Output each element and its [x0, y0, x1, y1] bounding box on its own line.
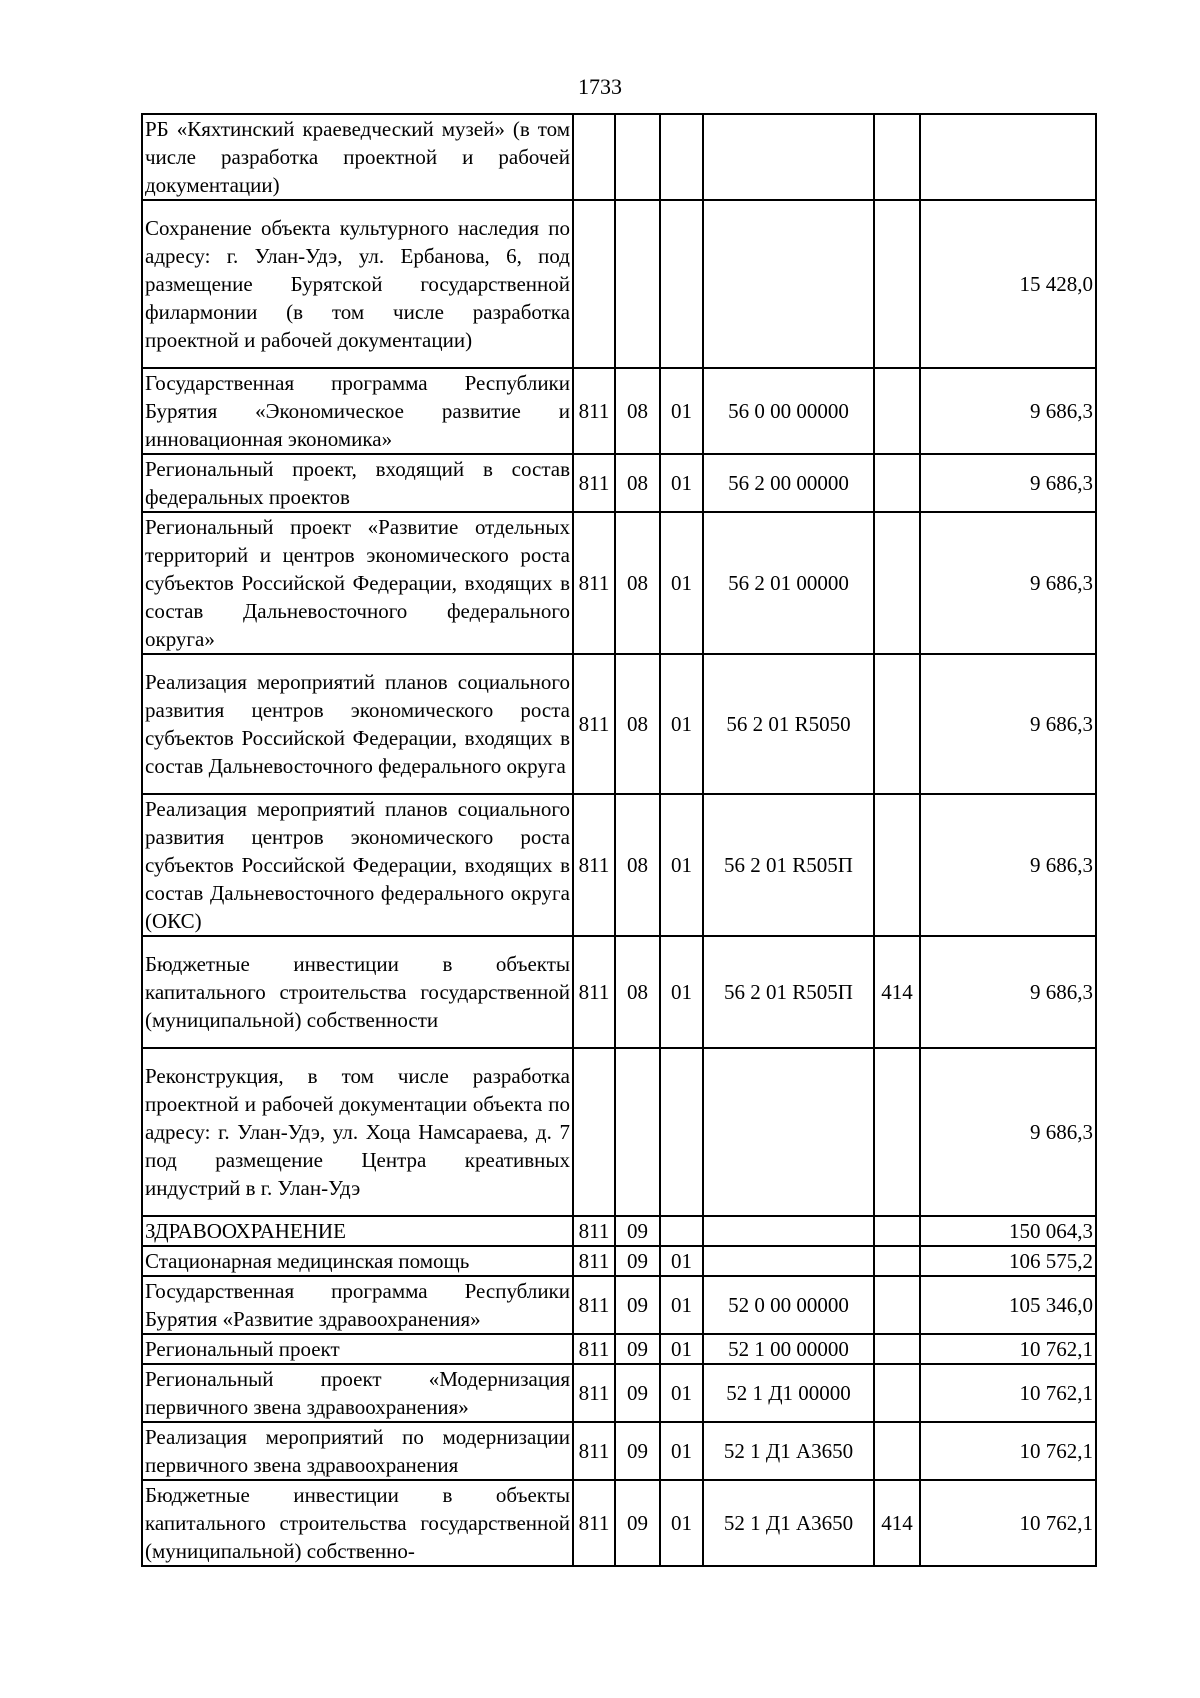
row-pr-cell: 01 [660, 936, 703, 1048]
row-ved-cell [573, 114, 615, 200]
row-ved-cell: 811 [573, 368, 615, 454]
row-csr-cell [703, 1216, 874, 1246]
table-row [142, 114, 1096, 200]
row-sum-cell: 10 762,1 [920, 1364, 1096, 1422]
row-ved-cell [573, 1048, 615, 1216]
row-ved-cell: 811 [573, 1364, 615, 1422]
row-pr-cell: 01 [660, 1480, 703, 1566]
row-ved-cell: 811 [573, 794, 615, 936]
row-rz-cell [615, 200, 660, 368]
row-csr-cell: 56 2 01 00000 [703, 512, 874, 654]
row-vr-cell [874, 368, 920, 454]
row-ved-cell: 811 [573, 1334, 615, 1364]
row-csr-cell [703, 1048, 874, 1216]
row-rz-cell: 08 [615, 512, 660, 654]
row-name-cell: РБ «Кяхтинский краеведческий музей» (в том числе разработка проектной и рабочей документации) [142, 114, 573, 200]
row-csr-cell: 52 1 Д1 А3650 [703, 1480, 874, 1566]
row-rz-cell: 08 [615, 368, 660, 454]
row-pr-cell: 01 [660, 512, 703, 654]
row-name-cell: Реализация мероприятий планов социального развития центров экономического роста субъектов Российской Федерации, входящих в состав Дальневосточного федерального округа (ОКС) [142, 794, 573, 936]
row-vr-cell [874, 454, 920, 512]
row-sum-cell: 10 762,1 [920, 1422, 1096, 1480]
row-rz-cell: 09 [615, 1422, 660, 1480]
row-vr-cell [874, 1334, 920, 1364]
row-vr-cell [874, 200, 920, 368]
row-vr-cell [874, 1276, 920, 1334]
row-rz-cell: 08 [615, 936, 660, 1048]
budget-table [141, 113, 1097, 1567]
row-rz-cell [615, 1048, 660, 1216]
row-vr-cell: 414 [874, 1480, 920, 1566]
row-vr-cell [874, 1364, 920, 1422]
row-ved-cell: 811 [573, 512, 615, 654]
row-csr-cell [703, 1246, 874, 1276]
table-row [142, 1216, 1096, 1246]
row-ved-cell [573, 200, 615, 368]
row-rz-cell: 08 [615, 454, 660, 512]
table-row [142, 1246, 1096, 1276]
row-ved-cell: 811 [573, 454, 615, 512]
row-name-cell: Государственная программа Республики Бурятия «Экономическое развитие и инновационная экономика» [142, 368, 573, 454]
row-csr-cell: 52 1 00 00000 [703, 1334, 874, 1364]
row-ved-cell: 811 [573, 1276, 615, 1334]
row-rz-cell: 09 [615, 1246, 660, 1276]
row-vr-cell [874, 1422, 920, 1480]
row-rz-cell: 09 [615, 1216, 660, 1246]
row-csr-cell: 56 2 01 R505П [703, 936, 874, 1048]
row-name-cell: Стационарная медицинская помощь [142, 1246, 573, 1276]
table-row [142, 654, 1096, 794]
row-sum-cell: 9 686,3 [920, 936, 1096, 1048]
row-pr-cell: 01 [660, 1422, 703, 1480]
row-vr-cell [874, 512, 920, 654]
row-vr-cell [874, 1216, 920, 1246]
row-pr-cell: 01 [660, 794, 703, 936]
row-pr-cell [660, 114, 703, 200]
table-row [142, 794, 1096, 936]
row-pr-cell: 01 [660, 654, 703, 794]
row-rz-cell: 09 [615, 1364, 660, 1422]
table-row [142, 1364, 1096, 1422]
row-name-cell: Реализация мероприятий по модернизации первичного звена здравоохранения [142, 1422, 573, 1480]
row-pr-cell: 01 [660, 1334, 703, 1364]
row-sum-cell: 105 346,0 [920, 1276, 1096, 1334]
table-row [142, 1276, 1096, 1334]
row-csr-cell: 56 2 01 R5050 [703, 654, 874, 794]
row-pr-cell [660, 200, 703, 368]
row-vr-cell [874, 1048, 920, 1216]
table-row [142, 368, 1096, 454]
row-name-cell: Государственная программа Республики Бурятия «Развитие здравоохранения» [142, 1276, 573, 1334]
row-csr-cell: 56 2 00 00000 [703, 454, 874, 512]
row-csr-cell [703, 200, 874, 368]
row-ved-cell: 811 [573, 1246, 615, 1276]
row-ved-cell: 811 [573, 1216, 615, 1246]
row-vr-cell [874, 114, 920, 200]
row-name-cell: Реализация мероприятий планов социального развития центров экономического роста субъектов Российской Федерации, входящих в состав Дальневосточного федерального округа [142, 654, 573, 794]
row-pr-cell: 01 [660, 1364, 703, 1422]
table-row [142, 1334, 1096, 1364]
row-pr-cell: 01 [660, 1246, 703, 1276]
row-csr-cell [703, 114, 874, 200]
row-sum-cell: 9 686,3 [920, 454, 1096, 512]
row-vr-cell: 414 [874, 936, 920, 1048]
row-vr-cell [874, 1246, 920, 1276]
table-row [142, 454, 1096, 512]
row-pr-cell [660, 1048, 703, 1216]
row-sum-cell: 10 762,1 [920, 1334, 1096, 1364]
row-name-cell: Региональный проект «Модернизация первичного звена здравоохранения» [142, 1364, 573, 1422]
row-rz-cell: 08 [615, 654, 660, 794]
row-ved-cell: 811 [573, 1480, 615, 1566]
row-name-cell: Бюджетные инвестиции в объекты капитального строительства государственной (муниципальной) собственно- [142, 1480, 573, 1566]
row-sum-cell: 15 428,0 [920, 200, 1096, 368]
row-rz-cell [615, 114, 660, 200]
row-ved-cell: 811 [573, 936, 615, 1048]
row-name-cell: Бюджетные инвестиции в объекты капитального строительства государственной (муниципальной) собственности [142, 936, 573, 1048]
row-csr-cell: 52 1 Д1 А3650 [703, 1422, 874, 1480]
row-name-cell: Реконструкция, в том числе разработка проектной и рабочей документации объекта по адресу: г. Улан-Удэ, ул. Хоца Намсараева, д. 7 под размещение Центра креативных индустрий в г. Улан-Удэ [142, 1048, 573, 1216]
row-name-cell: Сохранение объекта культурного наследия по адресу: г. Улан-Удэ, ул. Ербанова, 6, под размещение Бурятской государственной филармонии (в том числе разработка проектной и рабочей документации) [142, 200, 573, 368]
row-name-cell: Региональный проект [142, 1334, 573, 1364]
row-pr-cell: 01 [660, 1276, 703, 1334]
row-name-cell: Региональный проект, входящий в состав федеральных проектов [142, 454, 573, 512]
row-rz-cell: 09 [615, 1480, 660, 1566]
table-row [142, 1422, 1096, 1480]
row-sum-cell: 106 575,2 [920, 1246, 1096, 1276]
row-rz-cell: 09 [615, 1334, 660, 1364]
row-sum-cell: 9 686,3 [920, 794, 1096, 936]
row-csr-cell: 56 2 01 R505П [703, 794, 874, 936]
row-pr-cell: 01 [660, 454, 703, 512]
row-sum-cell: 9 686,3 [920, 1048, 1096, 1216]
table-row [142, 512, 1096, 654]
row-pr-cell: 01 [660, 368, 703, 454]
row-name-cell: Региональный проект «Развитие отдельных территорий и центров экономического роста субъектов Российской Федерации, входящих в состав Дальневосточного федерального округа» [142, 512, 573, 654]
table-row [142, 936, 1096, 1048]
row-sum-cell [920, 114, 1096, 200]
page-number: 1733 [578, 74, 622, 99]
row-rz-cell: 08 [615, 794, 660, 936]
row-vr-cell [874, 794, 920, 936]
row-csr-cell: 52 1 Д1 00000 [703, 1364, 874, 1422]
row-sum-cell: 150 064,3 [920, 1216, 1096, 1246]
row-csr-cell: 52 0 00 00000 [703, 1276, 874, 1334]
row-sum-cell: 9 686,3 [920, 368, 1096, 454]
row-name-cell: ЗДРАВООХРАНЕНИЕ [142, 1216, 573, 1246]
table-row [142, 1048, 1096, 1216]
row-vr-cell [874, 654, 920, 794]
row-sum-cell: 9 686,3 [920, 654, 1096, 794]
row-ved-cell: 811 [573, 654, 615, 794]
table-row [142, 200, 1096, 368]
row-pr-cell [660, 1216, 703, 1246]
row-rz-cell: 09 [615, 1276, 660, 1334]
row-csr-cell: 56 0 00 00000 [703, 368, 874, 454]
row-sum-cell: 10 762,1 [920, 1480, 1096, 1566]
row-sum-cell: 9 686,3 [920, 512, 1096, 654]
table-row [142, 1480, 1096, 1566]
row-ved-cell: 811 [573, 1422, 615, 1480]
